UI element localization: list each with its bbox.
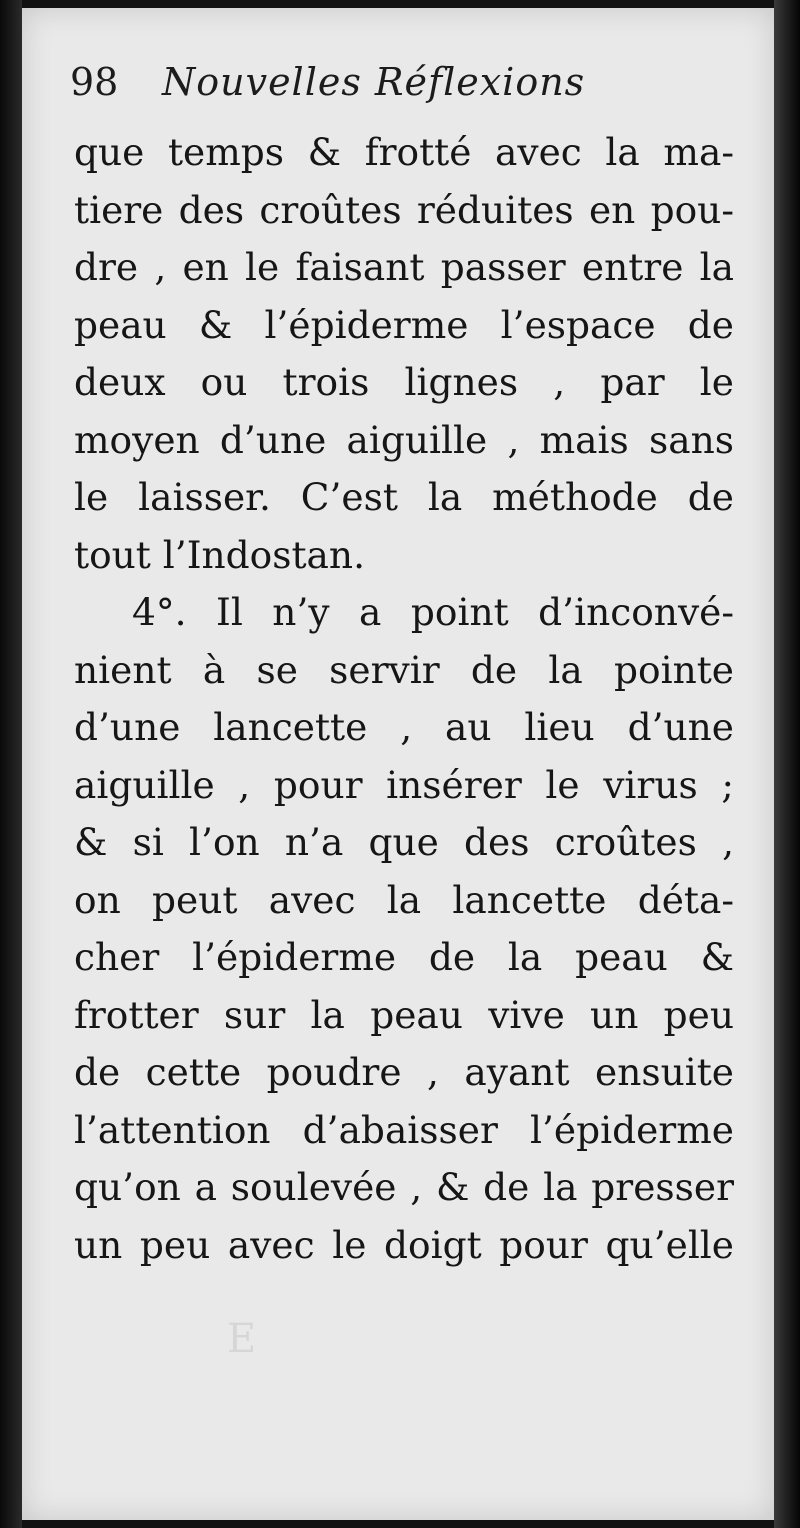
text-line: de cette poudre , ayant ensuite [74,1050,734,1094]
text-line: aiguille , pour insérer le virus ; [74,762,734,807]
signature-mark: E [227,1316,257,1362]
page-number: 98 [70,60,119,104]
book-gutter-left [0,0,22,1528]
text-line: dre , en le faisant passer entre la [74,245,734,289]
text-line: d’une lancette , au lieu d’une [74,705,734,749]
text-line: deux ou trois lignes , par le [74,360,734,404]
text-line: on peut avec la lancette déta- [74,877,734,922]
text-line: qu’on a soulevée , & de la presser [74,1165,734,1209]
text-line: cher l’épiderme de la peau & [74,935,734,979]
text-line: peau & l’épiderme l’espace de [74,302,734,347]
text-line: l’attention d’abaisser l’épiderme [74,1107,734,1152]
text-line: tiere des croûtes réduites en pou- [74,187,734,232]
text-line: que temps & frotté avec la ma- [74,130,734,174]
body-text [74,124,734,1274]
text-line: un peu avec le doigt pour qu’elle [74,1222,734,1267]
text-line: moyen d’une aiguille , mais sans [74,417,734,462]
text-line: & si l’on n’a que des croûtes , [74,820,734,864]
paragraph-end-line: tout l’Indostan. [74,532,365,577]
page-header [70,60,585,104]
book-edge-right [774,0,800,1528]
paragraph-start-line: 4°. Il n’y a point d’inconvé- [132,590,734,634]
running-title: Nouvelles Réflexions [162,60,586,104]
text-line: le laisser. C’est la méthode de [74,475,734,519]
book-page [22,8,774,1520]
text-line: nient à se servir de la pointe [74,647,734,692]
text-line: frotter sur la peau vive un peu [74,992,734,1037]
